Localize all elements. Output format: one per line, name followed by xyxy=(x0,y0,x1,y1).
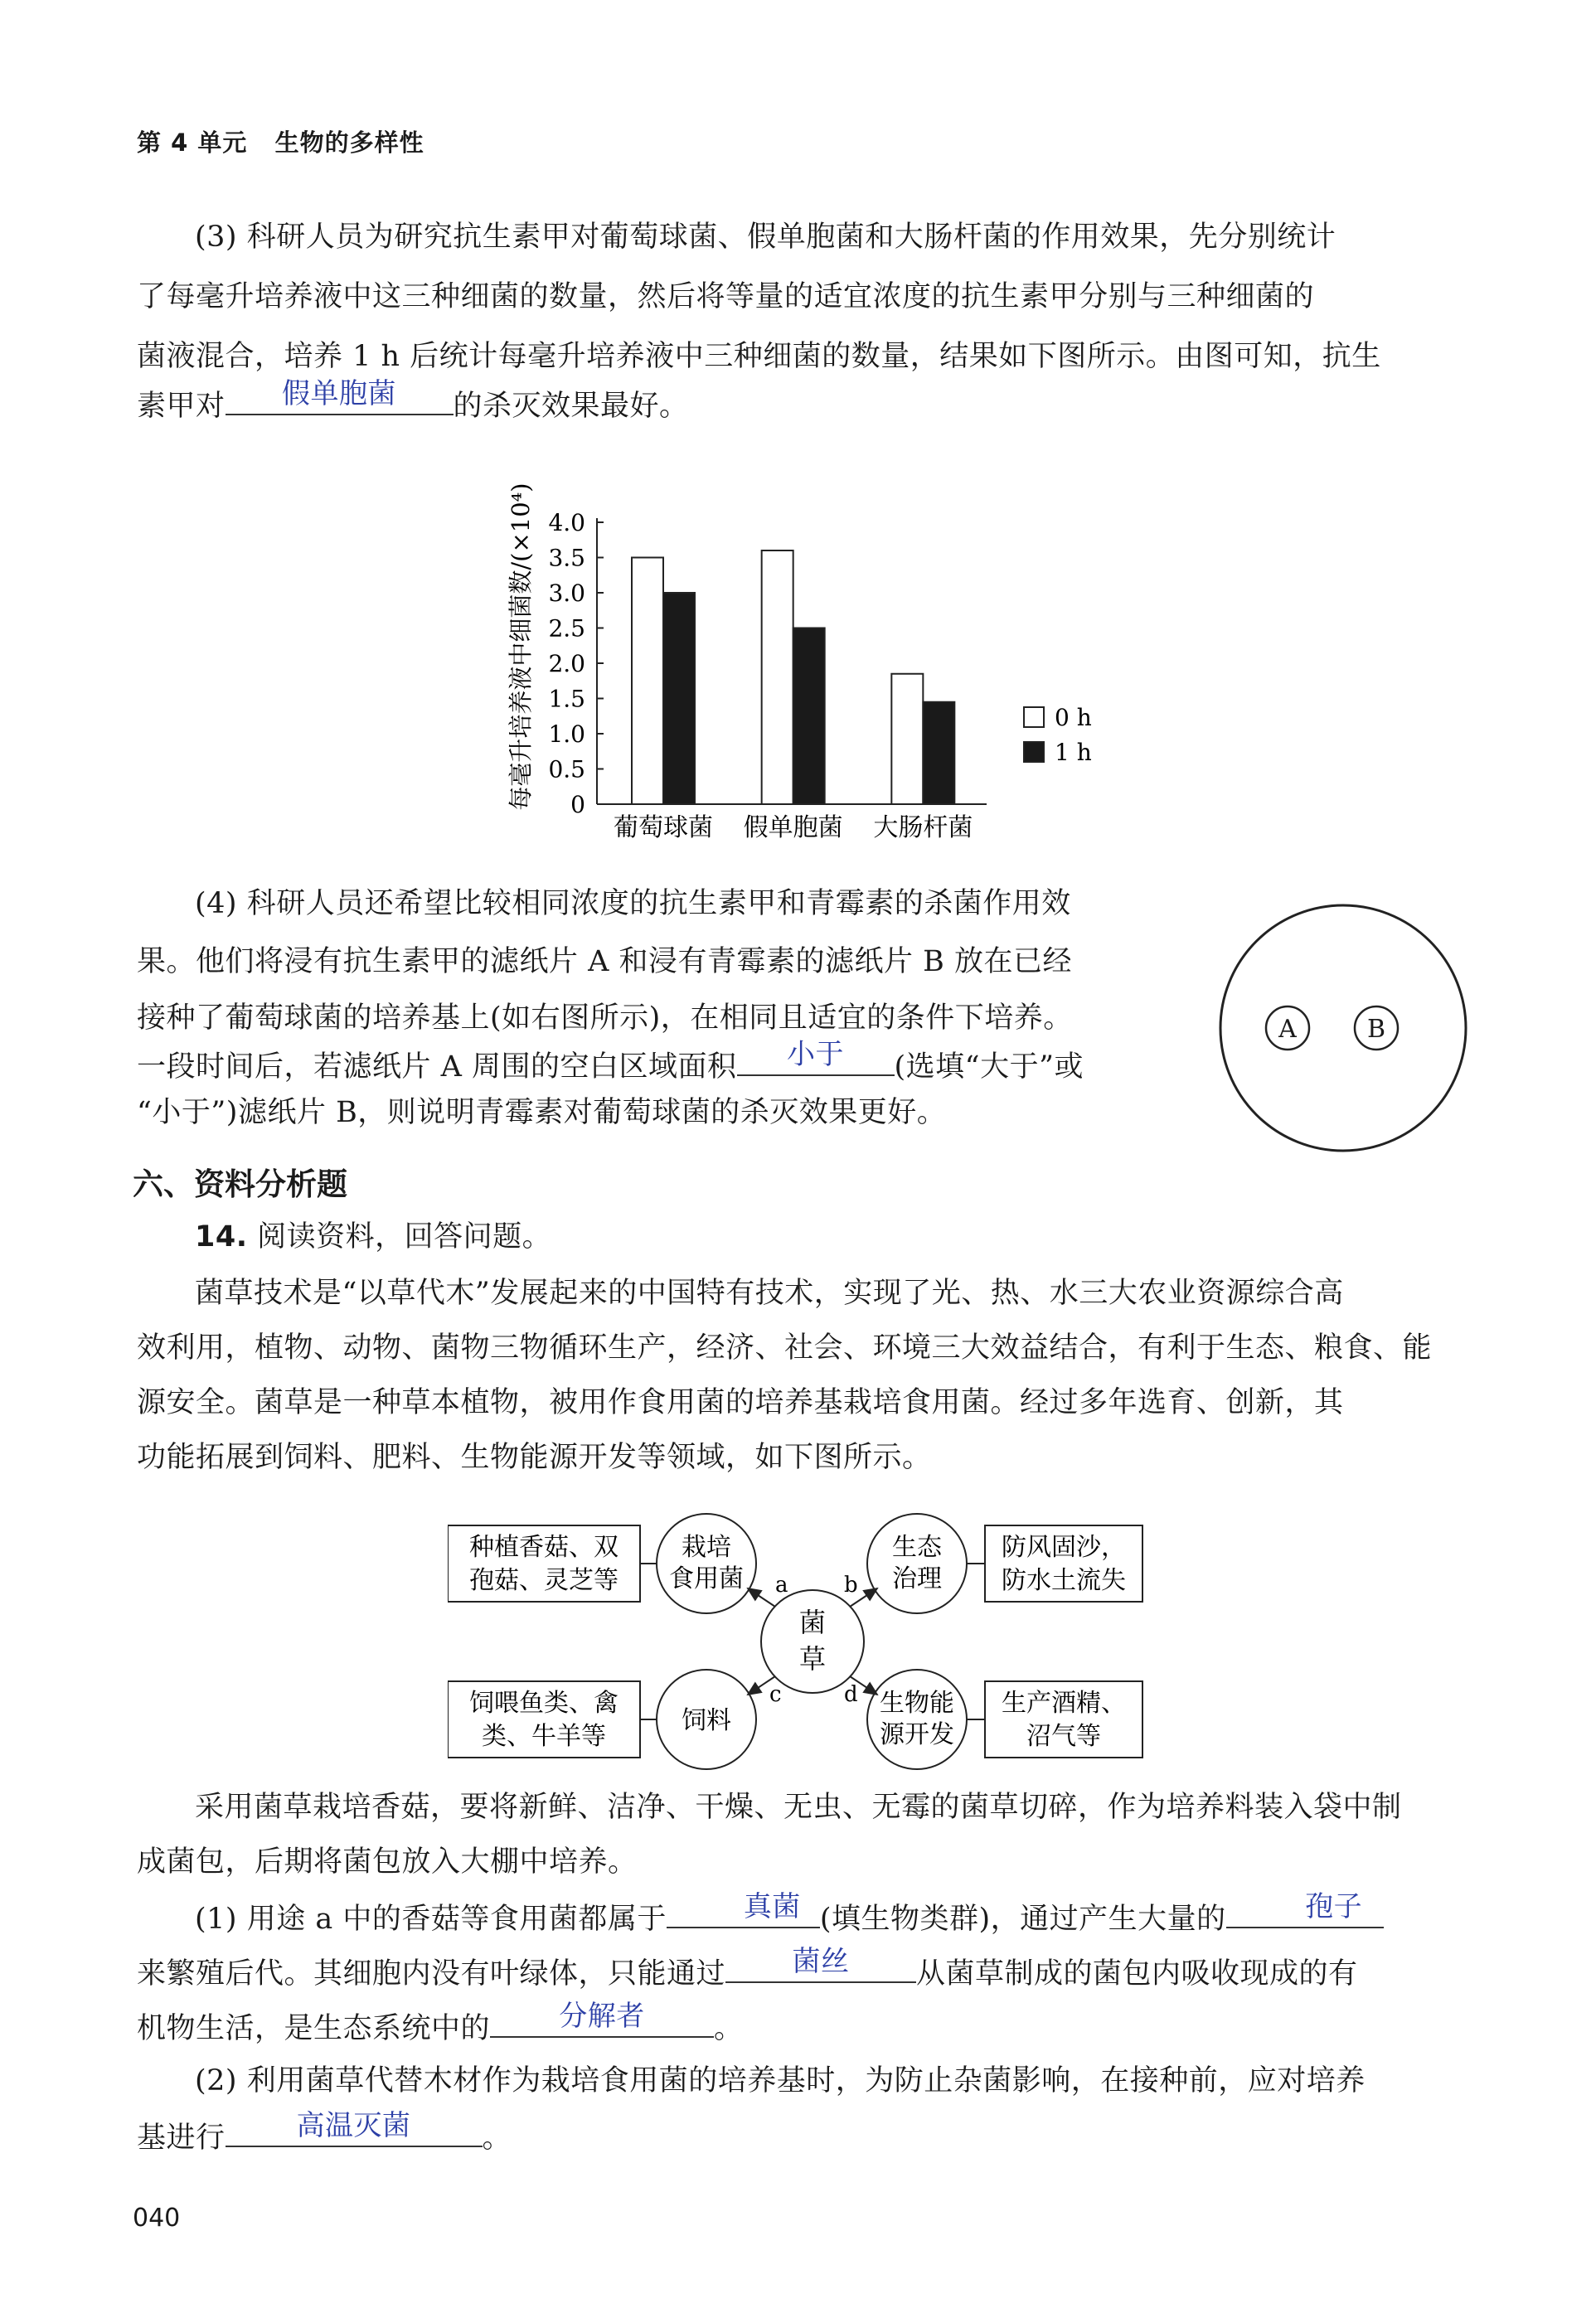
box-b-line2: 防水土流失 xyxy=(1002,1566,1126,1595)
bar xyxy=(891,674,923,804)
x-tick-label: 大肠杆菌 xyxy=(873,813,973,842)
ans-c: 菌丝 xyxy=(792,1945,850,1978)
q4-answer: 小于 xyxy=(787,1038,845,1071)
legend-label: 1 h xyxy=(1055,739,1092,766)
y-axis-label: 每毫升培养液中细菌数/(×10⁴) xyxy=(507,483,535,811)
q14-sub2-line2: 基进行 高温灭菌 。 xyxy=(137,2109,1463,2165)
ans-e-blank[interactable] xyxy=(226,2109,483,2147)
label-b: b xyxy=(844,1573,858,1598)
node-a-line1: 栽培 xyxy=(682,1533,731,1562)
q4-line4: 一段时间后，若滤纸片 A 周围的空白区域面积 小于 (选填“大于”或 xyxy=(137,1038,1215,1094)
ans-a-blank[interactable] xyxy=(667,1890,820,1928)
bar xyxy=(663,593,695,804)
box-d-line2: 沼气等 xyxy=(1026,1722,1101,1751)
label-d: d xyxy=(844,1682,858,1707)
box-c-line2: 类、牛羊等 xyxy=(482,1722,606,1751)
y-tick-label: 0.5 xyxy=(548,755,585,783)
ans-d: 分解者 xyxy=(559,2000,645,2033)
x-tick-label: 假单胞菌 xyxy=(743,813,843,842)
q3-answer-blank[interactable] xyxy=(226,377,454,415)
box-a-line2: 孢菇、灵芝等 xyxy=(469,1566,619,1595)
q3-line4: 素甲对 假单胞菌 的杀灭效果最好。 xyxy=(137,377,1463,433)
label-c: c xyxy=(769,1682,782,1707)
bar xyxy=(762,550,793,804)
node-c-line1: 饲料 xyxy=(682,1706,731,1735)
legend-swatch xyxy=(1024,742,1044,762)
node-d-line2: 源开发 xyxy=(880,1720,954,1749)
node-center-line1: 菌 xyxy=(798,1607,827,1638)
y-tick-label: 2.5 xyxy=(548,614,585,643)
page-number: 040 xyxy=(133,2204,181,2233)
ans-a: 真菌 xyxy=(743,1890,801,1923)
node-a-line2: 食用菌 xyxy=(669,1564,744,1593)
q3-line3: 菌液混合，培养 1 h 后统计每毫升培养液中三种细菌的数量，结果如下图所示。由图可知，抗生 xyxy=(137,340,1381,373)
q14-p2-line1: 采用菌草栽培香菇，要将新鲜、洁净、干燥、无虫、无霉的菌草切碎，作为培养料装入袋中制 xyxy=(195,1791,1402,1824)
petri-dish-diagram xyxy=(1210,895,1476,1161)
node-a xyxy=(657,1514,756,1613)
box-c-line1: 饲喂鱼类、禽 xyxy=(469,1689,619,1718)
page-header xyxy=(137,124,424,158)
ans-b-blank[interactable] xyxy=(1226,1890,1384,1928)
node-center xyxy=(761,1590,864,1693)
node-b xyxy=(867,1514,967,1613)
node-b-line1: 生态 xyxy=(892,1533,942,1562)
ans-e: 高温灭菌 xyxy=(296,2109,411,2142)
node-d-line1: 生物能 xyxy=(880,1689,954,1718)
q14-sub1-line1: (1) 用途 a 中的香菇等食用菌都属于 真菌 (填生物类群)，通过产生大量的 孢子 xyxy=(137,1890,1463,1946)
q3-answer: 假单胞菌 xyxy=(282,377,397,410)
bar xyxy=(923,702,954,804)
q14-p1-line1: 菌草技术是“以草代木”发展起来的中国特有技术，实现了光、热、水三大农业资源综合高 xyxy=(195,1277,1344,1310)
q14-number: 14. xyxy=(195,1220,248,1254)
filter-paper-a-label: A xyxy=(1278,1015,1297,1044)
q4-answer-blank[interactable] xyxy=(737,1038,895,1076)
q14-sub1-line2: 来繁殖后代。其细胞内没有叶绿体，只能通过 菌丝 从菌草制成的菌包内吸收现成的有 xyxy=(137,1945,1463,2000)
box-b-line1: 防风固沙， xyxy=(1002,1533,1126,1562)
node-d xyxy=(867,1670,967,1769)
legend-swatch xyxy=(1024,707,1044,727)
q4-line1: (4) 科研人员还希望比较相同浓度的抗生素甲和青霉素的杀菌作用效 xyxy=(195,887,1071,920)
q14-p1-line2: 效利用，植物、动物、菌物三物循环生产，经济、社会、环境三大效益结合，有利于生态、粮食、能 xyxy=(137,1331,1433,1365)
bar-chart xyxy=(497,448,1128,854)
q4-line2: 果。他们将浸有抗生素甲的滤纸片 A 和浸有青霉素的滤纸片 B 放在已经 xyxy=(137,945,1073,978)
q4-line5: “小于”)滤纸片 B，则说明青霉素对葡萄球菌的杀灭效果更好。 xyxy=(137,1096,947,1129)
chart-bars xyxy=(632,550,954,804)
y-tick-label: 1.5 xyxy=(548,685,585,713)
bar xyxy=(632,558,663,805)
section-title: 六、资料分析题 xyxy=(133,1166,347,1202)
bar xyxy=(793,628,825,805)
box-d-line1: 生产酒精、 xyxy=(1002,1689,1126,1718)
q3-line1: (3) 科研人员为研究抗生素甲对葡萄球菌、假单胞菌和大肠杆菌的作用效果，先分别统计 xyxy=(195,221,1336,254)
q14-p1-line3: 源安全。菌草是一种草本植物，被用作食用菌的培养基栽培食用菌。经过多年选育、创新，其 xyxy=(137,1386,1344,1419)
legend-label: 0 h xyxy=(1055,704,1092,731)
node-center-line2: 草 xyxy=(798,1643,827,1675)
label-a: a xyxy=(775,1573,788,1598)
arrow-a xyxy=(748,1588,775,1607)
node-b-line2: 治理 xyxy=(892,1564,942,1593)
q14-intro: 阅读资料，回答问题。 xyxy=(257,1220,552,1254)
y-tick-label: 0 xyxy=(570,791,585,818)
y-tick-label: 3.0 xyxy=(548,580,585,607)
filter-paper-b-label: B xyxy=(1366,1015,1386,1044)
y-tick-label: 2.0 xyxy=(548,650,585,677)
y-tick-label: 1.0 xyxy=(548,720,585,748)
unit-number: 第 4 单元 xyxy=(137,129,248,157)
q14-sub1-line3: 机物生活，是生态系统中的 分解者 。 xyxy=(137,2000,1463,2055)
q3-line2: 了每毫升培养液中这三种细菌的数量，然后将等量的适宜浓度的抗生素甲分别与三种细菌的 xyxy=(137,280,1315,313)
y-tick-label: 4.0 xyxy=(548,509,585,536)
y-tick-label: 3.5 xyxy=(548,544,585,572)
q4-line3: 接种了葡萄球菌的培养基上(如右图所示)，在相同且适宜的条件下培养。 xyxy=(137,1001,1073,1035)
petri-dish-outline xyxy=(1220,905,1466,1151)
q14-title xyxy=(137,1210,1463,1263)
box-a-line1: 种植香菇、双 xyxy=(469,1533,619,1562)
x-tick-label: 葡萄球菌 xyxy=(614,813,713,842)
unit-title: 生物的多样性 xyxy=(274,129,424,157)
ans-b: 孢子 xyxy=(1305,1890,1363,1923)
q14-p2-line2: 成菌包，后期将菌包放入大棚中培养。 xyxy=(137,1845,638,1879)
chart-legend xyxy=(1024,704,1092,766)
juncao-diagram xyxy=(448,1509,1161,1774)
q14-sub2-line1: (2) 利用菌草代替木材作为栽培食用菌的培养基时，为防止杂菌影响，在接种前，应对培养 xyxy=(195,2064,1366,2097)
ans-c-blank[interactable] xyxy=(725,1945,916,1983)
ans-d-blank[interactable] xyxy=(490,2000,714,2038)
q14-p1-line4: 功能拓展到饲料、肥料、生物能源开发等领域，如下图所示。 xyxy=(137,1441,932,1474)
